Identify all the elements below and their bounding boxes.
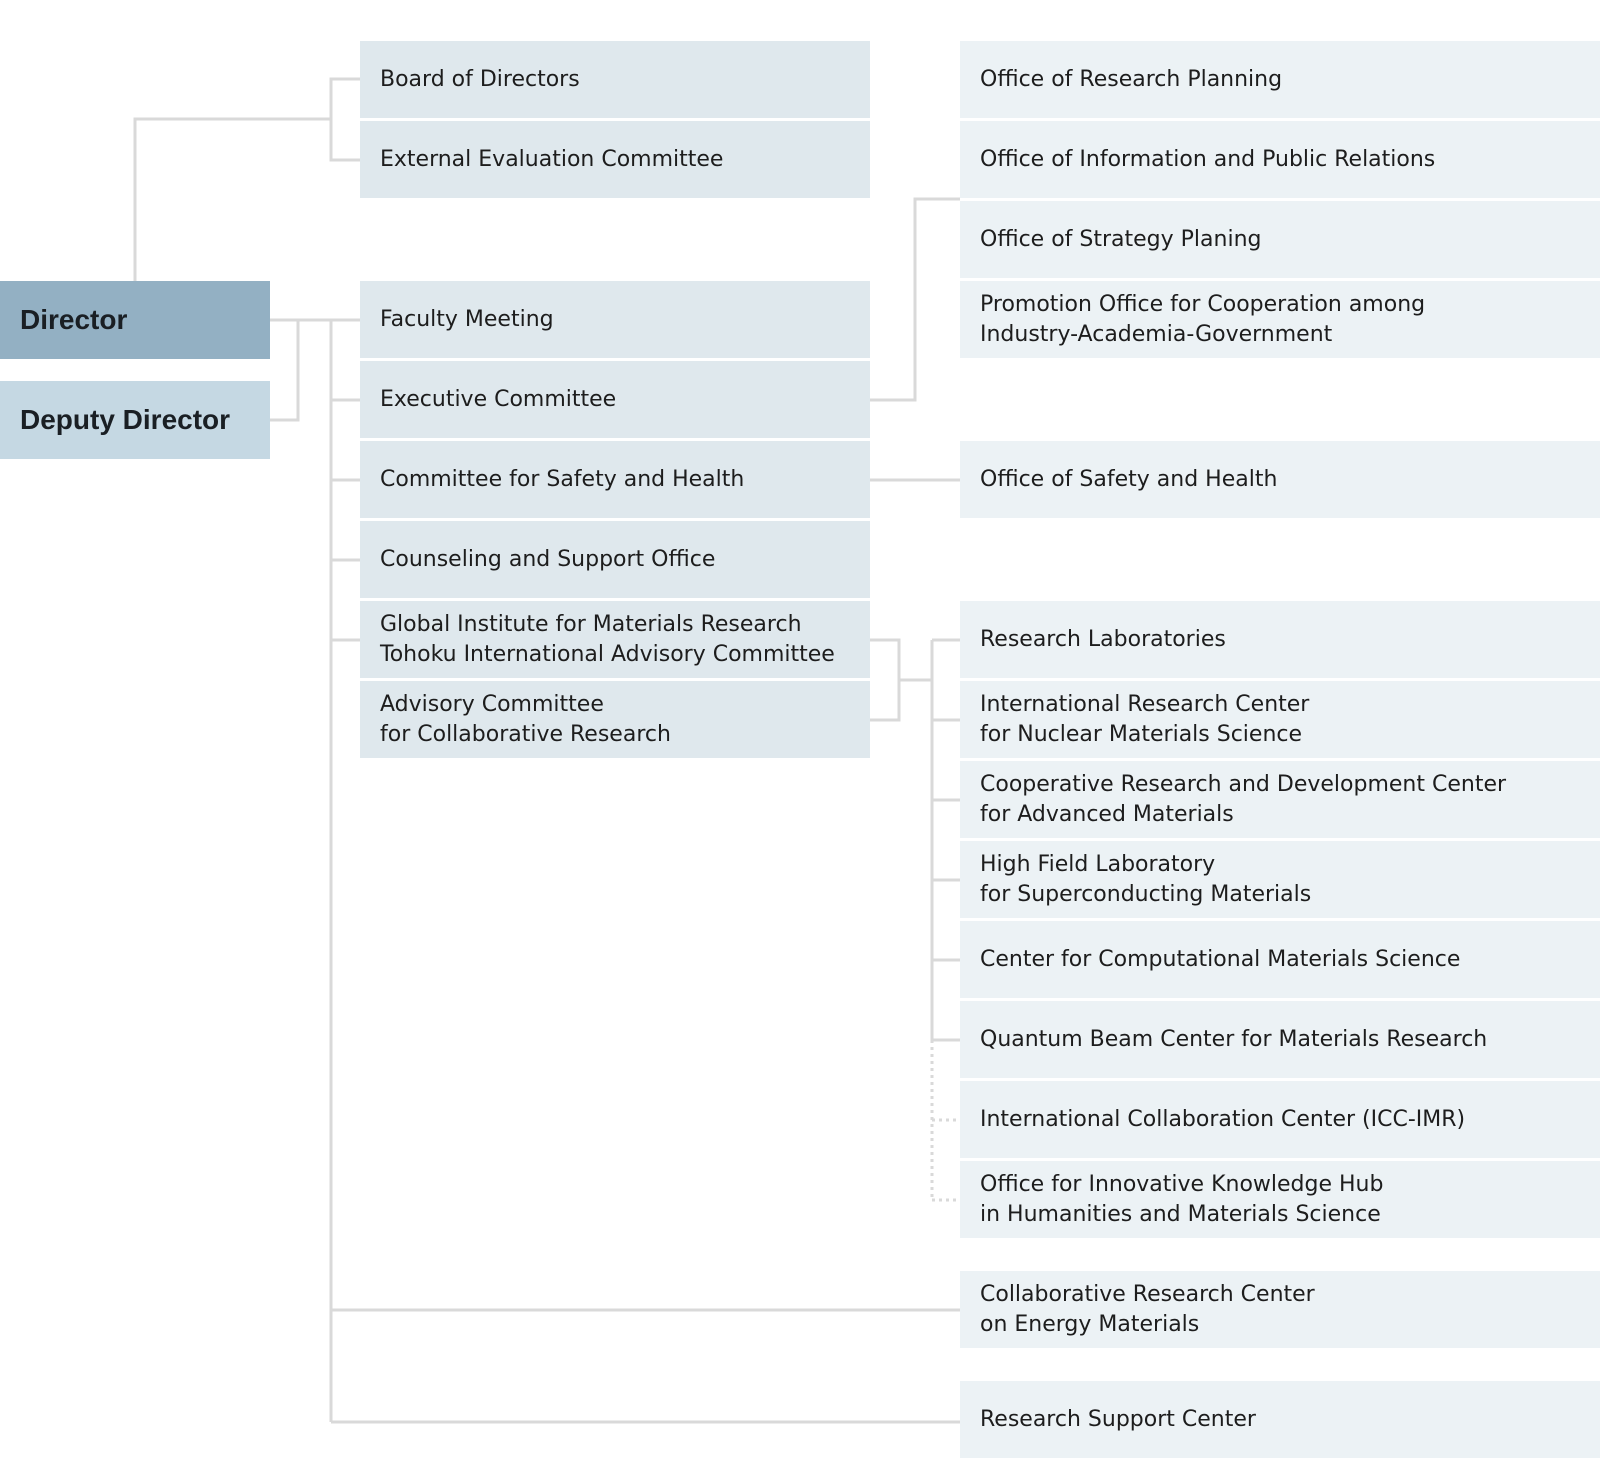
knowledge-hub-line2: in Humanities and Materials Science — [980, 1201, 1381, 1227]
promotion-office-line1: Promotion Office for Cooperation among — [980, 291, 1426, 317]
board-of-directors-label: Board of Directors — [380, 66, 580, 92]
connector-deputy — [270, 320, 298, 420]
advisory-committee-line2: for Collaborative Research — [380, 721, 671, 747]
nuclear-center-line2: for Nuclear Materials Science — [980, 721, 1303, 747]
icc-imr-box — [960, 1081, 1600, 1158]
counseling-office-box — [360, 521, 870, 598]
highfield-lab-line2: for Superconducting Materials — [980, 881, 1312, 907]
executive-committee-label: Executive Committee — [380, 386, 617, 412]
coop-center-line1: Cooperative Research and Development Center — [980, 771, 1507, 797]
promotion-office-box — [960, 281, 1600, 358]
director-label: Director — [20, 304, 128, 335]
counseling-office-label: Counseling and Support Office — [380, 546, 716, 572]
highfield-lab-line1: High Field Laboratory — [980, 851, 1216, 877]
knowledge-hub-box — [960, 1161, 1600, 1238]
advisory-committee-line1: Advisory Committee — [380, 691, 604, 717]
external-evaluation-box — [360, 121, 870, 198]
research-labs-label: Research Laboratories — [980, 626, 1226, 652]
info-pr-office-label: Office of Information and Public Relations — [980, 146, 1436, 172]
energy-center-line2: on Energy Materials — [980, 1311, 1200, 1337]
director-box — [0, 281, 270, 359]
research-support-center-label: Research Support Center — [980, 1406, 1256, 1432]
research-planning-office-box — [960, 41, 1600, 118]
icc-imr-label: International Collaboration Center (ICC-IMR) — [980, 1106, 1466, 1132]
highfield-lab-box — [960, 841, 1600, 918]
deputy-director-box — [0, 381, 270, 459]
safety-committee-box — [360, 441, 870, 518]
strategy-office-label: Office of Strategy Planing — [980, 226, 1262, 252]
connector-executive-offices — [870, 199, 960, 400]
info-pr-office-box — [960, 121, 1600, 198]
executive-committee-box — [360, 361, 870, 438]
nuclear-center-line1: International Research Center — [980, 691, 1310, 717]
faculty-meeting-label: Faculty Meeting — [380, 306, 554, 332]
coop-center-box — [960, 761, 1600, 838]
research-labs-box — [960, 601, 1600, 678]
gimrt-committee-line1: Global Institute for Materials Research — [380, 611, 802, 637]
energy-center-line1: Collaborative Research Center — [980, 1281, 1315, 1307]
safety-office-box — [960, 441, 1600, 518]
knowledge-hub-line1: Office for Innovative Knowledge Hub — [980, 1171, 1384, 1197]
research-planning-office-label: Office of Research Planning — [980, 66, 1283, 92]
safety-committee-label: Committee for Safety and Health — [380, 466, 745, 492]
gimrt-committee-box — [360, 601, 870, 678]
connector-director-board — [135, 119, 331, 281]
quantum-beam-center-label: Quantum Beam Center for Materials Research — [980, 1026, 1488, 1052]
board-of-directors-box — [360, 41, 870, 118]
energy-center-box — [960, 1271, 1600, 1348]
promotion-office-line2: Industry-Academia-Government — [980, 321, 1333, 347]
external-evaluation-label: External Evaluation Committee — [380, 146, 724, 172]
computational-center-label: Center for Computational Materials Science — [980, 946, 1461, 972]
connector-advisory-bracket — [870, 640, 899, 720]
computational-center-box — [960, 921, 1600, 998]
nuclear-center-box — [960, 681, 1600, 758]
strategy-office-box — [960, 201, 1600, 278]
research-support-center-box — [960, 1381, 1600, 1458]
advisory-committee-box — [360, 681, 870, 758]
faculty-meeting-box — [360, 281, 870, 358]
deputy-director-label: Deputy Director — [20, 404, 231, 435]
gimrt-committee-line2: Tohoku International Advisory Committee — [380, 641, 835, 667]
quantum-beam-center-box — [960, 1001, 1600, 1078]
connector-board-bracket — [331, 79, 360, 160]
safety-office-label: Office of Safety and Health — [980, 466, 1278, 492]
coop-center-line2: for Advanced Materials — [980, 801, 1234, 827]
